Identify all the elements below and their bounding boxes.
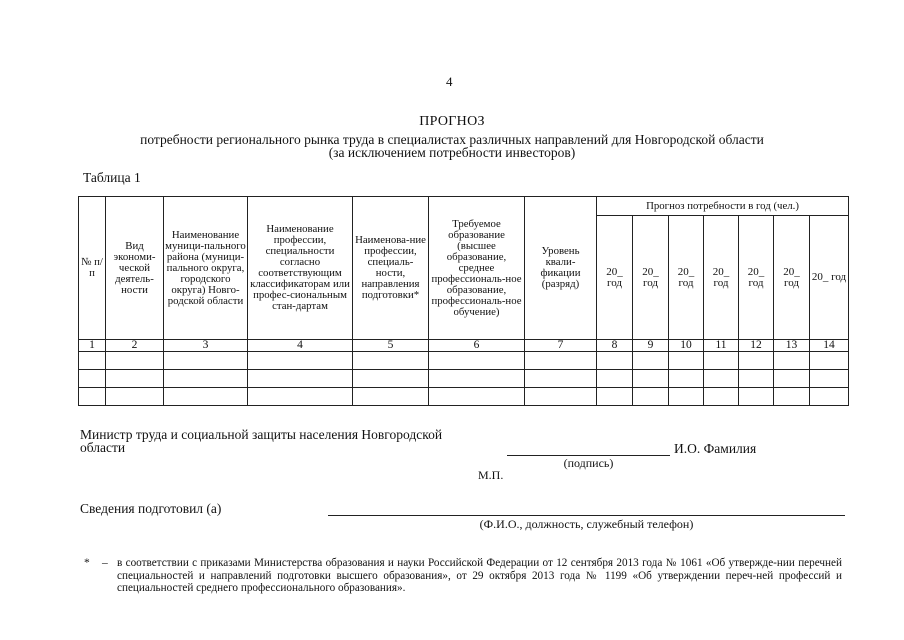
footnote-mark: * xyxy=(84,557,90,569)
column-number: 7 xyxy=(525,340,597,352)
header-year: 20_ год xyxy=(810,216,849,340)
header-year: 20_ год xyxy=(704,216,739,340)
prepared-by-label: Сведения подготовил (а) xyxy=(80,501,222,516)
subtitle-line-1: потребности регионального рынка труда в специалистах различных направлений для Новгородской области xyxy=(140,132,764,147)
column-number: 2 xyxy=(106,340,164,352)
header-education: Требуемое образование (высшее образование, среднее профессиональ-ное образование, профессиональ-ное обучение) xyxy=(429,197,525,340)
document-subtitle xyxy=(0,133,904,159)
stamp-label: М.П. xyxy=(478,468,504,482)
header-specialty: Наименова-ние профессии, специаль-ности, направления подготовки* xyxy=(353,197,429,340)
header-activity: Вид экономи-ческой деятель-ности xyxy=(106,197,164,340)
column-number: 10 xyxy=(669,340,704,352)
column-number: 14 xyxy=(810,340,849,352)
header-district: Наименование муници-пального района (муници-пального округа, городского округа) Новго-родской области xyxy=(164,197,248,340)
footnote-dash: – xyxy=(102,557,108,569)
header-year: 20_ год xyxy=(739,216,774,340)
column-number: 1 xyxy=(79,340,106,352)
column-number: 5 xyxy=(353,340,429,352)
prepared-by-caption: (Ф.И.О., должность, служебный телефон) xyxy=(479,517,694,531)
prepared-by-line xyxy=(328,515,845,516)
document-title: ПРОГНОЗ xyxy=(419,114,485,129)
column-number: 13 xyxy=(774,340,810,352)
footnote-text: в соответствии с приказами Министерства образования и науки Российской Федерации от 12 сентября 2013 года № 1061 «Об утвержде-нии перечней специальностей и направлений подготовки высшего образования», от 29 октября 2013 года № 1199 «Об утверждении переч-ней профессий и специальностей среднего профессионального образования». xyxy=(117,557,842,594)
column-number: 11 xyxy=(704,340,739,352)
column-number: 6 xyxy=(429,340,525,352)
column-number: 12 xyxy=(739,340,774,352)
minister-title: Министр труда и социальной защиты населения Новгородской области xyxy=(80,427,443,455)
header-no: № п/п xyxy=(79,197,106,340)
column-number: 9 xyxy=(633,340,669,352)
column-number: 8 xyxy=(597,340,633,352)
subtitle-line-2: (за исключением потребности инвесторов) xyxy=(328,145,576,160)
table-row xyxy=(79,388,849,406)
table-row xyxy=(79,352,849,370)
column-number-row xyxy=(79,340,849,352)
header-qualification-level: Уровень квали-фикации (разряд) xyxy=(525,197,597,340)
signature-name: И.О. Фамилия xyxy=(674,441,757,456)
signature-caption: (подпись) xyxy=(563,456,614,470)
header-profession: Наименование профессии, специальности согласно соответствующим классификаторам или профес-сиональным стан-дартам xyxy=(248,197,353,340)
header-year: 20_ год xyxy=(669,216,704,340)
header-year: 20_ год xyxy=(633,216,669,340)
table-row xyxy=(79,370,849,388)
column-number: 4 xyxy=(248,340,353,352)
forecast-table xyxy=(78,196,849,406)
page-number: 4 xyxy=(446,74,453,89)
table-label: Таблица 1 xyxy=(83,170,141,185)
header-year: 20_ год xyxy=(597,216,633,340)
header-forecast: Прогноз потребности в год (чел.) xyxy=(597,197,849,216)
header-year: 20_ год xyxy=(774,216,810,340)
column-number: 3 xyxy=(164,340,248,352)
